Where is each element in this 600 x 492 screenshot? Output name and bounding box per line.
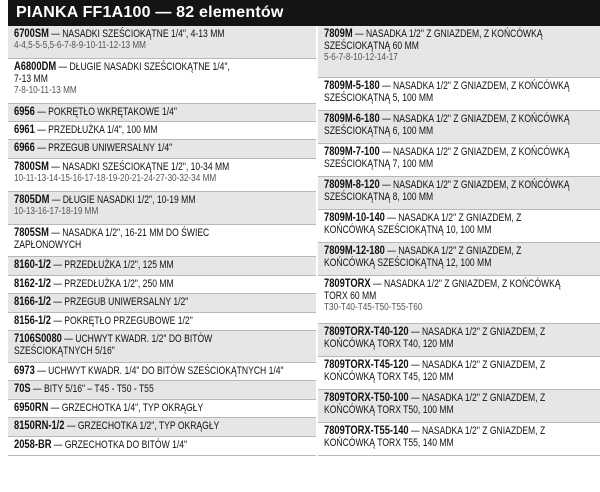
item-line [324,244,596,257]
item-description-cont: SZEŚCIOKĄTNĄ 8, 100 MM [324,191,434,203]
catalog-item [318,390,600,423]
item-line [324,391,596,404]
item-description-cont: SZEŚCIOKĄTNĄ 6, 100 MM [324,125,434,137]
item-line [14,419,312,432]
item-description-cont: KOŃCÓWKĄ TORX T40, 120 MM [324,338,454,350]
item-line [14,27,312,40]
item-code: 7809M-8-120 [324,177,380,191]
item-sizes: T30-T40-T45-T50-T55-T60 [324,302,423,313]
catalog-item [318,144,600,177]
item-description: — NASADKA 1/2" Z GNIAZDEM, Z KOŃCÓWKĄ [379,113,570,125]
item-description-cont: SZEŚCIOKĄTNĄ 60 MM [324,40,419,52]
item-line [14,141,312,154]
catalog-item [318,423,600,456]
catalog-item [318,177,600,210]
item-description: — GRZECHOTKA 1/2", TYP OKRĄGŁY [64,420,220,432]
item-line [14,314,312,327]
item-description: — UCHWYT KWADR. 1/4" DO BITÓW SZEŚCIOKĄTNYCH 1/4" [34,365,284,377]
item-line [324,79,596,92]
item-description: — NASADKA 1/2" Z GNIAZDEM, Z KOŃCÓWKĄ [352,28,543,40]
item-line [324,424,596,437]
item-line [14,332,312,345]
item-description-cont: KOŃCÓWKĄ SZEŚCIOKĄTNĄ 12, 100 MM [324,257,492,269]
item-line [14,60,312,73]
item-description: — DŁUGIE NASADKI SZEŚCIOKĄTNE 1/4", [56,61,230,73]
catalog-item [8,140,316,159]
item-description: — NASADKA 1/2" Z GNIAZDEM, Z KOŃCÓWKĄ [379,80,570,92]
item-line [14,295,312,308]
catalog-item [8,313,316,331]
item-description: — PRZEDŁUŻKA 1/2", 250 MM [50,278,174,290]
item-code: 7809M-6-180 [324,111,380,125]
item-description: — PRZEGUB UNIWERSALNY 1/4" [34,142,173,154]
item-description: — NASADKI SZEŚCIOKĄTNE 1/4", 4-13 MM [48,28,225,40]
item-description: — NASADKA 1/2" Z GNIAZDEM, Z [408,359,546,371]
item-line [14,226,312,239]
item-description: — NASADKA 1/2" Z GNIAZDEM, Z KOŃCÓWKĄ [379,179,570,191]
item-code: 6956 [14,104,35,118]
item-code: 7805SM [14,225,49,239]
item-description: — NASADKI SZEŚCIOKĄTNE 1/2", 10-34 MM [48,161,230,173]
right-column [318,26,600,456]
catalog-item [8,400,316,418]
catalog-item [8,59,316,104]
item-sizes: 5-6-7-8-10-12-14-17 [324,52,398,63]
item-code: 7809TORX-T55-140 [324,423,409,437]
item-description: — NASADKA 1/2" Z GNIAZDEM, Z [384,245,522,257]
item-code: 8160-1/2 [14,257,51,271]
item-code: 7805DM [14,192,50,206]
catalog-item [8,257,316,276]
item-line [324,277,596,290]
catalog-item [8,437,316,456]
item-line [14,382,312,395]
item-sizes: 10-11-13-14-15-16-17-18-19-20-21-24-27-30-32-34 MM [14,173,217,184]
catalog-item [8,418,316,437]
item-sizes: 10-13-16-17-18-19 MM [14,206,99,217]
item-line [324,358,596,371]
catalog-item [8,363,316,381]
item-line [324,145,596,158]
item-line [14,277,312,290]
catalog-item [8,104,316,122]
item-code: A6800DM [14,59,57,73]
item-code: 7809M-12-180 [324,243,385,257]
item-line [14,258,312,271]
item-code: 7809TORX [324,276,371,290]
item-code: 2058-BR [14,437,52,451]
item-description-cont: SZEŚCIOKĄTNĄ 7, 100 MM [324,158,434,170]
catalog-item [8,225,316,257]
item-code: 6973 [14,363,35,377]
item-description: — DŁUGIE NASADKI 1/2", 10-19 MM [49,194,196,206]
catalog-item [8,122,316,140]
item-code: 6700SM [14,26,49,40]
catalog-item [8,159,316,192]
item-line [14,160,312,173]
item-description: — POKRĘTŁO PRZEGUBOWE 1/2" [50,315,193,327]
catalog-item [8,331,316,363]
item-code: 7809TORX-T40-120 [324,324,409,338]
item-description-cont: ZAPŁONOWYCH [14,239,82,251]
item-line [14,105,312,118]
item-line [14,401,312,414]
item-description: — GRZECHOTKA 1/4", TYP OKRĄGŁY [48,402,204,414]
item-description: — NASADKA 1/2" Z GNIAZDEM, Z KOŃCÓWKĄ [370,278,561,290]
item-code: 7809TORX-T50-100 [324,390,409,404]
item-description: — PRZEDŁUŻKA 1/2", 125 MM [50,259,174,271]
item-code: 70S [14,381,31,395]
item-description: — GRZECHOTKA DO BITÓW 1/4" [51,439,188,451]
item-description: — NASADKA 1/2" Z GNIAZDEM, Z [408,425,546,437]
catalog-item [8,192,316,225]
item-line [324,112,596,125]
item-sizes: 4-4,5-5-5,5-6-7-8-9-10-11-12-13 MM [14,40,147,51]
catalog-item [318,357,600,390]
item-code: 8150RN-1/2 [14,418,65,432]
catalog-item [318,243,600,276]
item-description: — POKRĘTŁO WKRĘTAKOWE 1/4" [34,106,177,118]
item-code: 7809M [324,26,353,40]
item-code: 7809TORX-T45-120 [324,357,409,371]
left-column [8,26,316,456]
catalog-item [318,276,600,324]
catalog-item [8,276,316,294]
catalog-item [318,78,600,111]
item-code: 7809M-7-100 [324,144,380,158]
catalog-item [318,324,600,357]
catalog-item [318,111,600,144]
item-code: 6966 [14,140,35,154]
item-description: — PRZEDŁUŻKA 1/4", 100 MM [34,124,158,136]
item-line [14,193,312,206]
item-description: — BITY 5/16" – T45 - T50 - T55 [30,383,154,395]
item-code: 7800SM [14,159,49,173]
item-line [14,438,312,451]
catalog-item [8,294,316,313]
item-description-cont: SZEŚCIOKĄTNYCH 5/16" [14,345,115,357]
item-code: 7106S0080 [14,331,62,345]
item-sizes: 7-8-10-11-13 MM [14,85,77,96]
item-description: — NASADKA 1/2" Z GNIAZDEM, Z KOŃCÓWKĄ [379,146,570,158]
item-description-cont: KOŃCÓWKĄ SZEŚCIOKĄTNĄ 10, 100 MM [324,224,492,236]
item-description-cont: TORX 60 MM [324,290,377,302]
item-description-cont: KOŃCÓWKĄ TORX T50, 100 MM [324,404,454,416]
item-line [14,364,312,377]
item-code: 7809M-5-180 [324,78,380,92]
item-description: — PRZEGUB UNIWERSALNY 1/2" [50,296,189,308]
item-code: 6950RN [14,400,49,414]
item-description: — UCHWYT KWADR. 1/2" DO BITÓW [61,333,213,345]
catalog-item [318,210,600,243]
item-code: 7809M-10-140 [324,210,385,224]
item-line [324,211,596,224]
item-code: 8162-1/2 [14,276,51,290]
catalog-item [8,26,316,59]
item-description: — NASADKA 1/2", 16-21 MM DO ŚWIEC [48,227,210,239]
item-code: 8156-1/2 [14,313,51,327]
item-description-cont: KOŃCÓWKĄ TORX T45, 120 MM [324,371,454,383]
catalog-item [318,26,600,78]
item-line [324,27,596,40]
item-description-cont: 7-13 MM [14,73,48,85]
item-line [324,325,596,338]
catalog-item [8,381,316,400]
item-description: — NASADKA 1/2" Z GNIAZDEM, Z [408,326,546,338]
item-code: 8166-1/2 [14,294,51,308]
item-description: — NASADKA 1/2" Z GNIAZDEM, Z [384,212,522,224]
item-code: 6961 [14,122,35,136]
item-line [14,123,312,136]
item-line [324,178,596,191]
item-description-cont: KOŃCÓWKĄ TORX T55, 140 MM [324,437,454,449]
item-description-cont: SZEŚCIOKĄTNĄ 5, 100 MM [324,92,434,104]
item-description: — NASADKA 1/2" Z GNIAZDEM, Z [408,392,546,404]
page-title: PIANKA FF1A100 — 82 elementów [8,0,600,26]
